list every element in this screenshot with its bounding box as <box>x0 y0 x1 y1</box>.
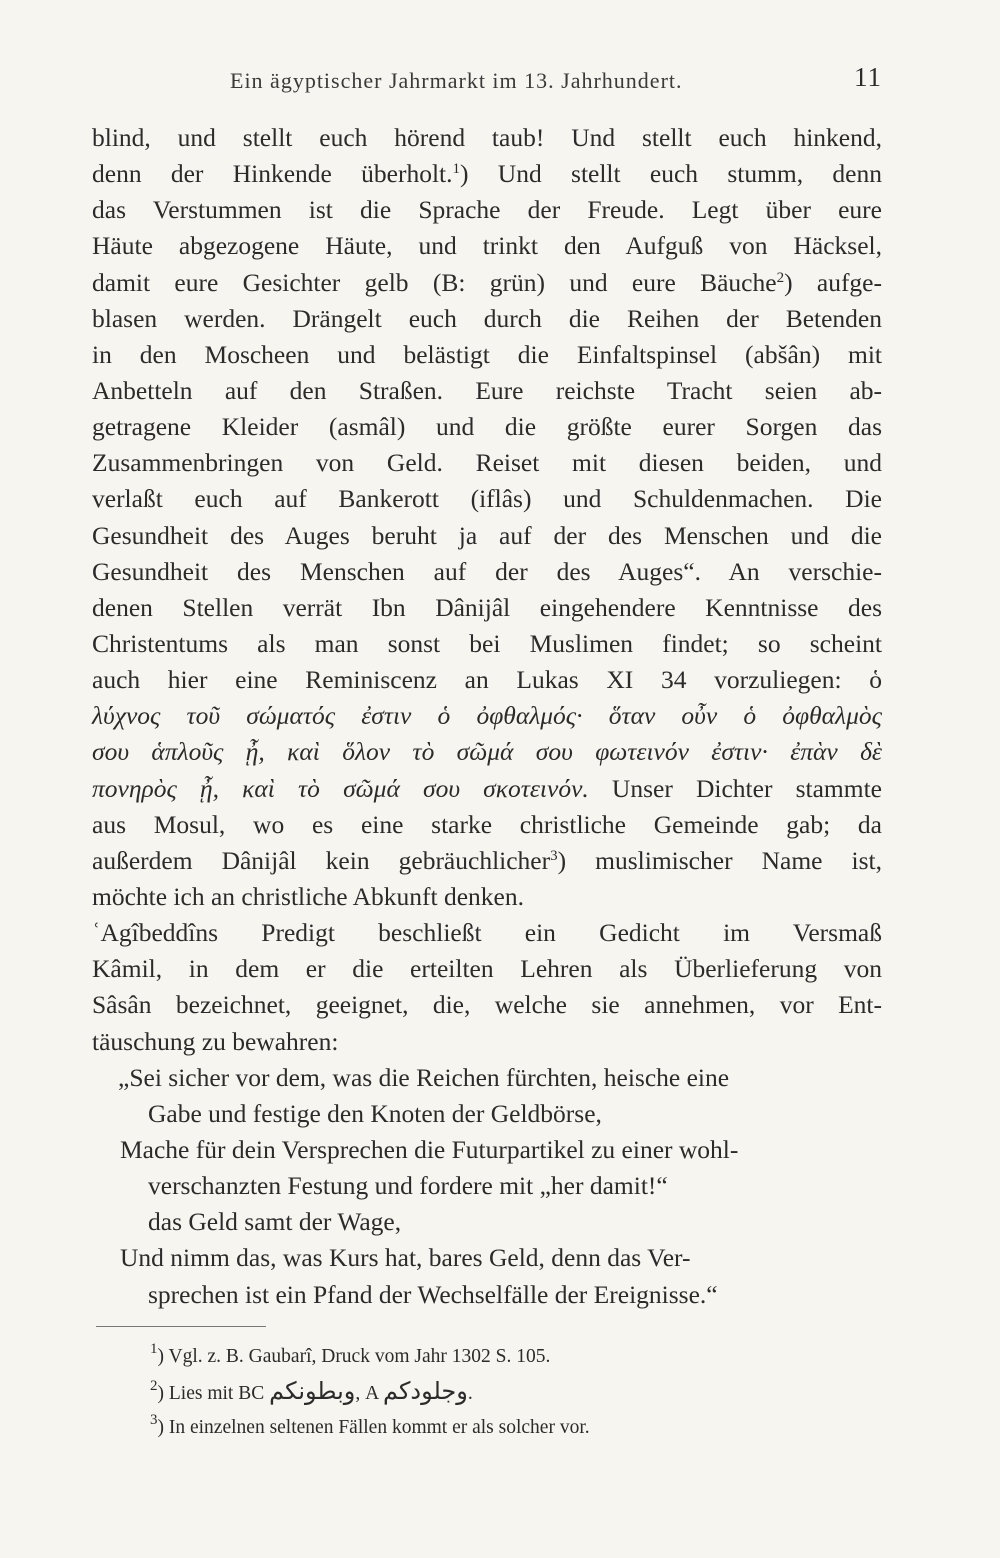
text-line: denn der Hinkende überholt.$^1$) Und stellt euch stumm, denn <box>92 159 882 189</box>
text-line: außerdem Dânijâl kein gebräuchlicher$^3$) muslimischer Name ist, <box>92 845 883 875</box>
text-line: Christentums als man sonst bei Muslimen findet; so scheint <box>92 628 882 658</box>
footnote-divider <box>96 1326 266 1327</box>
text-line: getragene Kleider (asmâl) und die größte eurer Sorgen das <box>92 412 882 442</box>
text-line: ʿAgîbeddîns Predigt beschließt ein Gedicht im Versmaß <box>92 918 882 948</box>
text-line: Gesundheit des Menschen auf der des Auges“. An verschie- <box>92 556 882 586</box>
footnote-2: $^2$) Lies mit BC وبطونكم, A وجلودكم. <box>150 1377 473 1405</box>
text-line: täuschung zu bewahren: <box>92 1026 339 1056</box>
text-line: blind, und stellt euch hörend taub! Und stellt euch hinkend, <box>92 123 882 152</box>
footnote-1: $^1$) Vgl. z. B. Gaubarî, Druck vom Jahr 1302 S. 105. <box>150 1341 551 1367</box>
verse-line: das Geld samt der Wage, <box>148 1207 402 1237</box>
arabic-word: وجلودكم <box>383 1377 468 1405</box>
text-line: Häute abgezogene Häute, und trinkt den Aufguß von Häcksel, <box>92 231 882 261</box>
verse-line: Gabe und festige den Knoten der Geldbörse, <box>148 1098 602 1128</box>
text-line: Kâmil, in dem er die erteilten Lehren als Überlieferung von <box>92 954 882 984</box>
greek-line: σου ἁπλοῦς ᾖ, καὶ ὅλον τὸ σῶμά σου φωτεινόν ἐστιν· ἐπὰν δὲ <box>92 737 882 767</box>
text-line: denen Stellen verrät Ibn Dânijâl eingehendere Kenntnisse des <box>92 592 882 622</box>
text-line: in den Moscheen und belästigt die Einfaltspinsel (abšân) mit <box>92 339 882 369</box>
text-line: Sâsân bezeichnet, geeignet, die, welche sie annehmen, vor Ent- <box>92 990 882 1020</box>
arabic-word: وبطونكم <box>269 1377 356 1405</box>
running-title: Ein ägyptischer Jahrmarkt im 13. Jahrhundert. <box>230 68 683 93</box>
text-line: aus Mosul, wo es eine starke christliche Gemeinde gab; da <box>92 809 882 839</box>
text-line: das Verstummen ist die Sprache der Freude. Legt über eure <box>92 195 882 225</box>
verse-line: Mache für dein Versprechen die Futurpartikel zu einer wohl- <box>120 1134 739 1164</box>
greek-line: λύχνος τοῦ σώματός ἐστιν ὁ ὀφθαλμός· ὅταν οὖν ὁ ὀφθαλμὸς <box>92 701 882 731</box>
text-line: verlaßt euch auf Bankerott (iflâs) und Schuldenmachen. Die <box>92 484 882 514</box>
footnote-ref: 2 <box>776 269 785 286</box>
text-line: Zusammenbringen von Geld. Reiset mit diesen beiden, und <box>92 448 882 478</box>
text-line: blasen werden. Drängelt euch durch die Reihen der Betenden <box>92 303 882 333</box>
text-line: Gesundheit des Auges beruht ja auf der des Menschen und die <box>92 520 882 550</box>
footnote-ref: 3 <box>550 847 558 864</box>
verse-line: sprechen ist ein Pfand der Wechselfälle der Ereignisse.“ <box>148 1279 718 1309</box>
text-line: möchte ich an christliche Abkunft denken. <box>92 881 524 911</box>
verse-line: verschanzten Festung und fordere mit „her damit!“ <box>148 1171 668 1201</box>
verse-line: „Sei sicher vor dem, was die Reichen fürchten, heische eine <box>118 1062 730 1092</box>
verse-line: Und nimm das, was Kurs hat, bares Geld, denn das Ver- <box>120 1243 691 1273</box>
text-line: auch hier eine Reminiscenz an Lukas XI 34 vorzuliegen: ὁ <box>92 665 882 695</box>
page-number: 11 <box>854 62 882 92</box>
text-line: Anbetteln auf den Straßen. Eure reichste Tracht seien ab- <box>92 375 882 405</box>
main-text <box>92 120 882 1313</box>
text-line: damit eure Gesichter gelb (B: grün) und eure Bäuche$^2$) aufge- <box>92 267 882 297</box>
page-header <box>92 62 882 102</box>
footnote-ref: 1 <box>452 161 461 178</box>
footnotes <box>150 1340 850 1445</box>
footnote-3: $^3$) In einzelnen seltenen Fällen kommt er als solcher vor. <box>150 1412 590 1438</box>
text-line: πονηρὸς ᾖ, καὶ τὸ σῶμά σου σκοτεινόν. Unser Dichter stammte <box>92 773 882 803</box>
